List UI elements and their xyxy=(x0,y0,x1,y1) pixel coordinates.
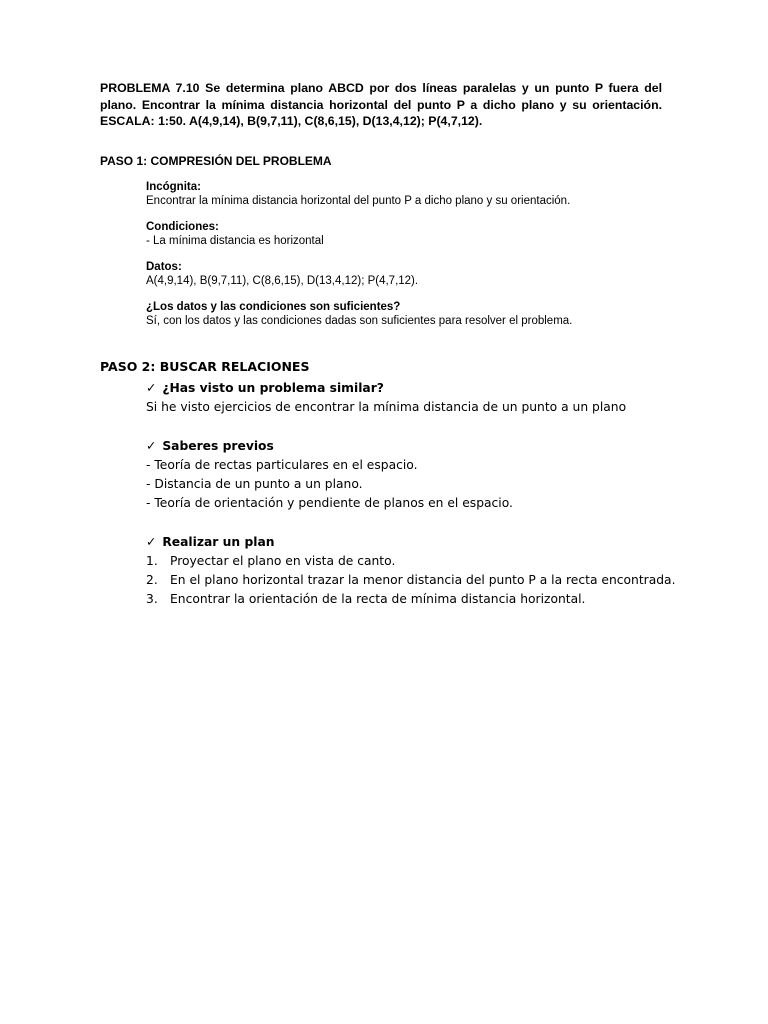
saberes-item: - Teoría de orientación y pendiente de planos en el espacio. xyxy=(146,496,513,510)
plan-step-text: Encontrar la orientación de la recta de mínima distancia horizontal. xyxy=(170,592,586,606)
plan-step xyxy=(146,571,676,590)
plan-label: Realizar un plan xyxy=(162,535,275,549)
plan-step-number: 2. xyxy=(146,573,158,587)
saberes-heading xyxy=(146,437,513,456)
incognita-block xyxy=(146,180,570,208)
checkmark-icon: ✓ xyxy=(146,439,157,453)
suficientes-block xyxy=(146,300,572,328)
condiciones-text: - La mínima distancia es horizontal xyxy=(146,235,324,247)
similar-block xyxy=(146,379,626,417)
incognita-label: Incógnita: xyxy=(146,181,201,193)
plan-step xyxy=(146,590,676,609)
similar-heading xyxy=(146,379,626,398)
suficientes-label: ¿Los datos y las condiciones son suficientes? xyxy=(146,301,401,313)
similar-label: ¿Has visto un problema similar? xyxy=(162,381,384,395)
condiciones-label: Condiciones: xyxy=(146,221,219,233)
incognita-text: Encontrar la mínima distancia horizontal del punto P a dicho plano y su orientación. xyxy=(146,195,571,207)
paso2-heading: PASO 2: BUSCAR RELACIONES xyxy=(100,359,310,374)
plan-step-text: En el plano horizontal trazar la menor distancia del punto P a la recta encontrada. xyxy=(170,573,676,587)
saberes-label: Saberes previos xyxy=(162,439,274,453)
datos-text: A(4,9,14), B(9,7,11), C(8,6,15), D(13,4,12); P(4,7,12). xyxy=(146,275,419,287)
plan-step xyxy=(146,552,676,571)
suficientes-text: Sí, con los datos y las condiciones dadas son suficientes para resolver el problema. xyxy=(146,315,573,327)
checkmark-icon: ✓ xyxy=(146,535,157,549)
plan-step-number: 1. xyxy=(146,554,158,568)
plan-heading xyxy=(146,533,676,552)
plan-step-number: 3. xyxy=(146,592,158,606)
datos-block xyxy=(146,260,418,288)
condiciones-block xyxy=(146,220,324,248)
saberes-block xyxy=(146,437,513,513)
saberes-item: - Teoría de rectas particulares en el espacio. xyxy=(146,458,418,472)
similar-text: Si he visto ejercicios de encontrar la mínima distancia de un punto a un plano xyxy=(146,400,627,414)
checkmark-icon: ✓ xyxy=(146,381,157,395)
problem-statement: PROBLEMA 7.10 Se determina plano ABCD por dos líneas paralelas y un punto P fuera del plano. Encontrar la mínima distancia horizontal del punto P a dicho plano y su orientación. ESCALA: 1:50. A(4,9,14), B(9,7,11), C(8,6,15), D(13,4,12); P(4,7,12). xyxy=(100,81,662,128)
datos-label: Datos: xyxy=(146,261,182,273)
paso1-heading: PASO 1: COMPRESIÓN DEL PROBLEMA xyxy=(100,154,332,168)
plan-block xyxy=(146,533,676,609)
saberes-item: - Distancia de un punto a un plano. xyxy=(146,477,363,491)
plan-step-text: Proyectar el plano en vista de canto. xyxy=(170,554,396,568)
